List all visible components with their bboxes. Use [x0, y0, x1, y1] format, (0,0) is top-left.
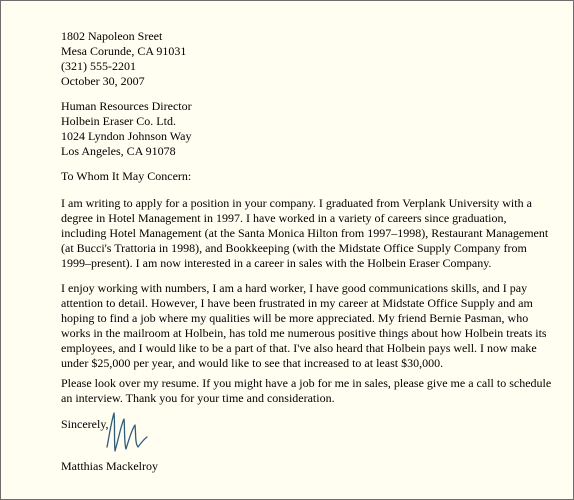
salutation: To Whom It May Concern:: [61, 169, 192, 183]
handwritten-signature: [105, 409, 149, 455]
sender-city: Mesa Corunde, CA 91031: [61, 44, 187, 58]
sender-address: [61, 29, 541, 89]
letter-date: October 30, 2007: [61, 74, 145, 88]
recipient-address: [61, 99, 541, 159]
sender-phone: (321) 555-2201: [61, 59, 136, 73]
paragraph-line: attention to detail. However, I have been frustrated in my career at Midstate Office Supply and am: [61, 296, 533, 310]
closing: Sincerely,: [61, 417, 109, 431]
body-paragraph-2: [61, 281, 547, 371]
paragraph-line: an interview. Thank you for your time and consideration.: [61, 391, 335, 405]
body-paragraph-3: [61, 376, 552, 406]
recipient-street: 1024 Lyndon Johnson Way: [61, 129, 192, 143]
paragraph-line: hoping to find a job where my qualities will be more appreciated. My friend Bernie Pasman, who: [61, 311, 529, 325]
recipient-city: Los Angeles, CA 91078: [61, 144, 176, 158]
paragraph-line: 1999–present). I am now interested in a career in sales with the Holbein Eraser Company.: [61, 256, 492, 270]
paragraph-line: employees, and I would like to be a part of that. I've also heard that Holbein pays well. I now make: [61, 341, 537, 355]
paragraph-line: (at Bucci's Trattoria in 1998), and Bookkeeping (with the Midstate Office Supply Company from: [61, 241, 527, 255]
paragraph-line: I am writing to apply for a position in your company. I graduated from Verplank University with a: [61, 196, 532, 210]
paragraph-line: including Hotel Management (at the Santa Monica Hilton from 1997–1998), Restaurant Management: [61, 226, 549, 240]
recipient-title: Human Resources Director: [61, 99, 192, 113]
signature-name: Matthias Mackelroy: [61, 459, 158, 473]
sender-street: 1802 Napoleon Sreet: [61, 29, 163, 43]
paragraph-line: Please look over my resume. If you might have a job for me in sales, please give me a call to schedule: [61, 376, 552, 390]
paragraph-line: works in the mailroom at Holbein, has told me numerous positive things about how Holbein treats its: [61, 326, 547, 340]
paragraph-line: degree in Hotel Management in 1997. I have worked in a variety of careers since graduation,: [61, 211, 507, 225]
paragraph-line: under $25,000 per year, and would like to see that increased to at least $30,000.: [61, 356, 444, 370]
recipient-company: Holbein Eraser Co. Ltd.: [61, 114, 176, 128]
body-paragraph-1: [61, 196, 549, 271]
paragraph-line: I enjoy working with numbers, I am a hard worker, I have good communications skills, and I pay: [61, 281, 528, 295]
